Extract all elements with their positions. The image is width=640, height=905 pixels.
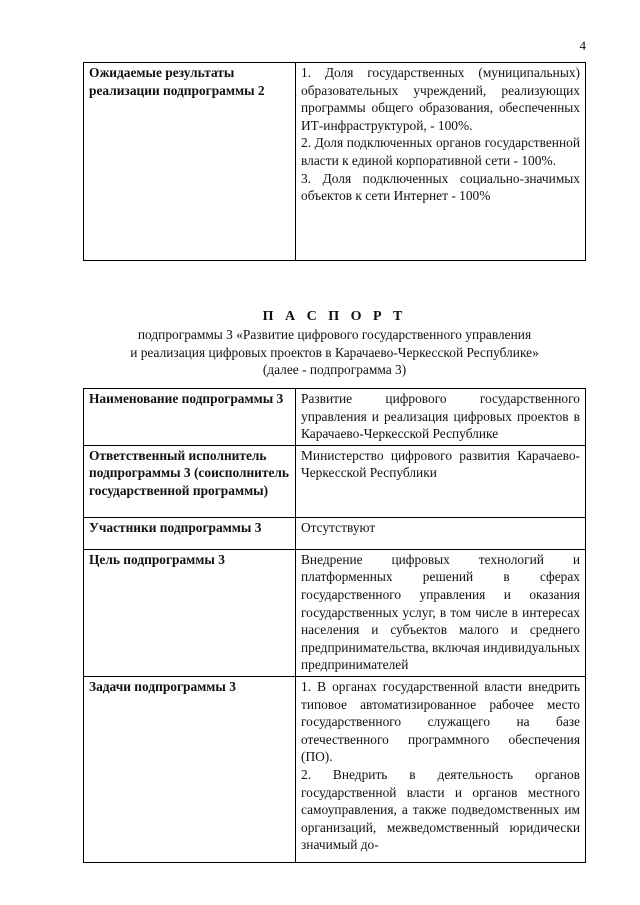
row-label: Ответственный исполнитель подпрограммы 3 (соисполнитель государственной программы) (84, 445, 296, 517)
task-item: 2. Внедрить в деятельность органов государственной власти и органов местного самоуправления, а также подведомственных им организаций, межведомственный юридически значимый до- (301, 766, 580, 853)
table-row (84, 445, 586, 517)
subtitle-line: (далее - подпрограмма 3) (262, 362, 407, 378)
row-value: Развитие цифрового государственного управления и реализация цифровых проектов в Карачаево-Черкесской Республике (296, 389, 586, 446)
subtitle-line: и реализация цифровых проектов в Карачаево-Черкесской Республике» (130, 344, 539, 360)
results-label: Ожидаемые результаты реализации подпрограммы 2 (84, 63, 296, 261)
results-table (83, 62, 586, 261)
results-item: 3. Доля подключенных социально-значимых объектов к сети Интернет - 100% (301, 170, 580, 204)
results-item: 1. Доля государственных (муниципальных) образовательных учреждений, реализующих программы общего образования, обеспеченных ИТ-инфраструктурой, - 100%. (301, 65, 580, 133)
subtitle-line: подпрограммы 3 «Развитие цифрового государственного управления (137, 327, 532, 342)
results-item: 2. Доля подключенных органов государственной власти к единой корпоративной сети - 100%. (301, 135, 580, 168)
row-label: Участники подпрограммы 3 (84, 517, 296, 549)
table-row (84, 63, 586, 261)
table-row (84, 676, 586, 862)
row-label: Цель подпрограммы 3 (84, 549, 296, 676)
row-value: Министерство цифрового развития Карачаево-Черкесской Республики (296, 445, 586, 517)
passport-title: П А С П О Р Т (262, 309, 407, 324)
table-row (84, 549, 586, 676)
passport-subtitle (83, 326, 586, 379)
row-label: Наименование подпрограммы 3 (84, 389, 296, 446)
row-value: Внедрение цифровых технологий и платформенных решений в сферах государственного управления и оказания государственных услуг, в том числе в интересах населения и субъектов малого и среднего предпринимательства, включая индивидуальных предпринимателей (296, 549, 586, 676)
table-row (84, 389, 586, 446)
passport-table (83, 388, 586, 863)
results-value (296, 63, 586, 261)
task-item: 1. В органах государственной власти внедрить типовое автоматизированное рабочее место государственного служащего на базе отечественного программного обеспечения (ПО). (301, 678, 580, 765)
row-value: Отсутствуют (296, 517, 586, 549)
row-label: Задачи подпрограммы 3 (84, 676, 296, 862)
table-row (84, 517, 586, 549)
row-value (296, 676, 586, 862)
page-number: 4 (579, 38, 586, 53)
